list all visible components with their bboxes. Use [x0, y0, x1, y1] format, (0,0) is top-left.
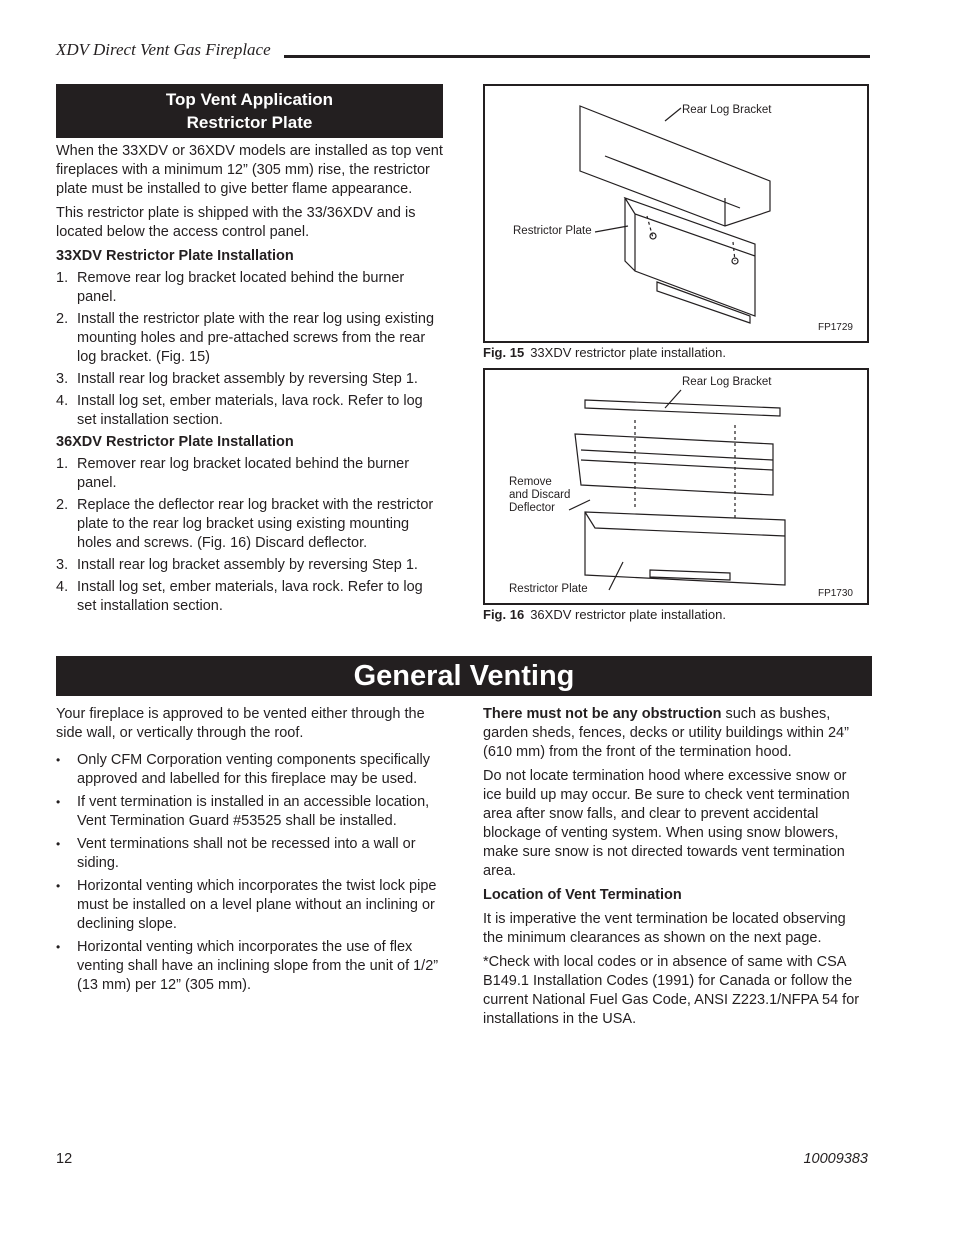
bullet-text: Horizontal venting which incorporates the twist lock pipe must be installed on a level plane without an inclining or declining slope.	[77, 878, 437, 932]
subheading-location: Location of Vent Termination	[483, 887, 682, 903]
section-heading-top-vent	[56, 84, 443, 138]
paragraph: It is imperative the vent termination be located observing the minimum clearances as shown on the next page.	[483, 911, 846, 946]
bullet-icon: •	[56, 837, 61, 851]
list-item	[56, 877, 444, 934]
bullet-text: If vent termination is installed in an accessible location, Vent Termination Guard #53525 shall be installed.	[77, 794, 430, 829]
fig16-label-remove-line1: Remove	[509, 476, 552, 488]
steps-33xdv	[56, 269, 444, 430]
bullet-icon: •	[56, 879, 61, 893]
paragraph: *Check with local codes or in absence of same with CSA B149.1 Installation Codes (1991) for Canada or follow the current National Fuel Gas Code, ANSI Z223.1/NFPA 54 for installations in the USA.	[483, 954, 860, 1027]
document-number: 10009383	[803, 1151, 868, 1167]
bullet-text: Only CFM Corporation venting components specifically approved and labelled for this fireplace may be used.	[77, 752, 430, 787]
document-header-title: XDV Direct Vent Gas Fireplace	[56, 40, 271, 59]
fig16-caption	[483, 607, 726, 622]
step-number: 1.	[56, 270, 69, 286]
step-number: 3.	[56, 371, 69, 387]
bullet-text: Horizontal venting which incorporates the use of flex venting shall have an inclining slope from the unit of 1/2” (13 mm) per 12” (305 mm).	[77, 939, 439, 993]
step-text: Replace the deflector rear log bracket with the restrictor plate to the rear log bracket using existing mounting holes and screws. (Fig. 16) Discard deflector.	[77, 497, 434, 551]
paragraph: This restrictor plate is shipped with the 33/36XDV and is located below the access control panel.	[56, 205, 416, 240]
paragraph: When the 33XDV or 36XDV models are installed as top vent fireplaces with a minimum 12” (305 mm) rise, the restrictor plate must be installed to give better flame appearance.	[56, 143, 443, 197]
fig16-label-remove-line2: and Discard	[509, 489, 571, 501]
paragraph: Your fireplace is approved to be vented either through the side wall, or vertically through the roof.	[56, 706, 425, 741]
step-text: Install the restrictor plate with the rear log using existing mounting holes and pre-attached screws from the rear log bracket. (Fig. 15)	[77, 311, 435, 365]
deflector-shape	[575, 434, 773, 495]
step-text: Install log set, ember materials, lava rock. Refer to log set installation section.	[77, 579, 423, 614]
fig16-label-remove-deflector	[509, 476, 570, 515]
step-number: 2.	[56, 497, 69, 513]
list-item	[56, 310, 444, 367]
bullet-text: Vent terminations shall not be recessed into a wall or siding.	[77, 836, 416, 871]
list-item	[56, 938, 444, 995]
section1-body	[56, 142, 444, 619]
paragraph	[483, 705, 869, 762]
rear-log-bracket-shape	[580, 106, 770, 226]
figure-15	[483, 84, 869, 343]
steps-36xdv	[56, 455, 444, 616]
list-item	[56, 455, 444, 493]
list-item	[56, 269, 444, 307]
subheading-33xdv: 33XDV Restrictor Plate Installation	[56, 248, 294, 264]
fig15-label-rear-log-bracket: Rear Log Bracket	[682, 104, 772, 116]
fig15-caption-text: 33XDV restrictor plate installation.	[530, 345, 726, 360]
subheading-36xdv: 36XDV Restrictor Plate Installation	[56, 434, 294, 450]
section2-left-column	[56, 705, 444, 998]
step-number: 4.	[56, 579, 69, 595]
fig15-drawing	[485, 86, 871, 345]
bullet-icon: •	[56, 795, 61, 809]
fig15-caption	[483, 345, 726, 360]
bold-lead: There must not be any obstruction	[483, 706, 722, 722]
paragraph: Do not locate termination hood where excessive snow or ice build up may occur. Be sure to check vent termination area after snow falls, and clear to prevent accidental blockage of venting system. When using snow blowers, make sure snow is not directed towards vent termination area.	[483, 768, 850, 879]
bullet-icon: •	[56, 753, 61, 767]
fig16-caption-text: 36XDV restrictor plate installation.	[530, 607, 726, 622]
fig16-code: FP1730	[817, 588, 853, 599]
section-heading-general-venting: General Venting	[56, 656, 872, 696]
step-number: 1.	[56, 456, 69, 472]
step-text: Install rear log bracket assembly by reversing Step 1.	[77, 557, 418, 573]
header-rule	[284, 55, 870, 58]
step-text: Install log set, ember materials, lava rock. Refer to log set installation section.	[77, 393, 423, 428]
step-number: 2.	[56, 311, 69, 327]
step-number: 4.	[56, 393, 69, 409]
list-item	[56, 496, 444, 553]
page-number: 12	[56, 1151, 73, 1167]
step-text: Install rear log bracket assembly by reversing Step 1.	[77, 371, 418, 387]
fig16-caption-number: Fig. 16	[483, 607, 525, 622]
list-item	[56, 751, 444, 789]
section2-right-column	[483, 705, 869, 1034]
fig16-label-restrictor-plate: Restrictor Plate	[509, 583, 588, 595]
list-item	[56, 835, 444, 873]
list-item	[56, 556, 444, 575]
list-item	[56, 392, 444, 430]
list-item	[56, 793, 444, 831]
figure-16	[483, 368, 869, 605]
paragraph-rest: such as bushes, garden sheds, fences, decks or utility buildings within 24” (610 mm) from the front of the termination hood.	[483, 706, 849, 760]
fig15-caption-number: Fig. 15	[483, 345, 525, 360]
step-text: Remove rear log bracket located behind the burner panel.	[77, 270, 405, 305]
restrictor-plate-shape	[585, 512, 785, 585]
venting-bullet-list	[56, 751, 444, 995]
section-heading-line1: Top Vent Application	[165, 90, 334, 109]
step-text: Remover rear log bracket located behind the burner panel.	[77, 456, 410, 491]
fig15-label-restrictor-plate: Restrictor Plate	[513, 225, 592, 237]
bullet-icon: •	[56, 940, 61, 954]
fig16-label-remove-line3: Deflector	[509, 502, 556, 514]
list-item	[56, 370, 444, 389]
list-item	[56, 578, 444, 616]
step-number: 3.	[56, 557, 69, 573]
section-heading-line2: Restrictor Plate	[186, 113, 313, 132]
fig16-label-rear-log-bracket: Rear Log Bracket	[682, 376, 772, 388]
rear-log-bracket-shape	[585, 400, 780, 416]
fig15-code: FP1729	[817, 322, 853, 333]
